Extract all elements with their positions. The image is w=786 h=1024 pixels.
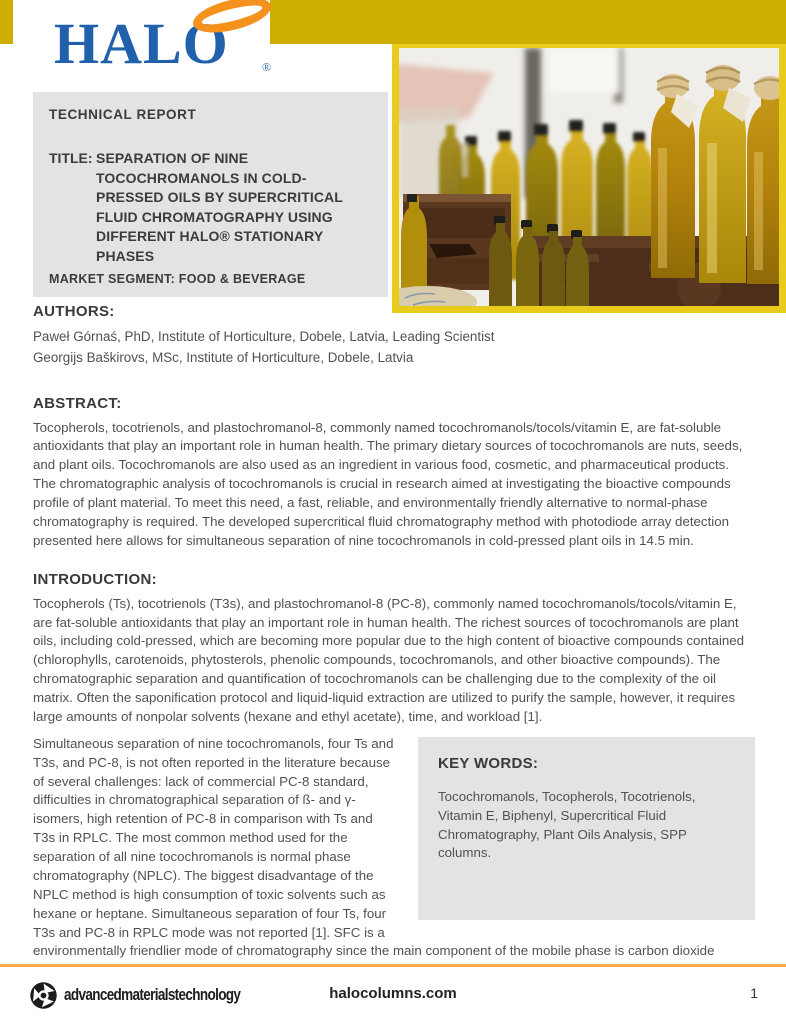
authors-heading: AUTHORS:: [33, 303, 115, 320]
author-entry: Georgijs Baškirovs, MSc, Institute of Horticulture, Dobele, Latvia: [33, 349, 414, 365]
halo-logo-text: HALO: [54, 11, 229, 76]
oil-bottles-photo-frame: [392, 44, 786, 313]
author-entry: Paweł Górnaś, PhD, Institute of Horticulture, Dobele, Latvia, Leading Scientist: [33, 329, 495, 344]
main-content: [33, 303, 755, 989]
registered-trademark-icon: ®: [262, 60, 272, 74]
oil-bottles-photo: [399, 48, 779, 306]
report-type-label: TECHNICAL REPORT: [49, 107, 197, 122]
intro-p2-text: Simultaneous separation of nine tocochromanols, four Ts and T3s, and PC-8, is not often reported in the literature because of several challenges: lack of commercial PC-8 standard, difficulties in chromatographical separation of ß- and γ- isomers, high retention of PC-8 in comparison with Ts and T3s in RPLC. The most common method used for the separation of all nine tocochromanols is normal phase chromatography (NPLC). The biggest disadvantage of the NPLC method is high consumption of toxic solvents such as hexane or heptane. Simultaneous separation of four Ts, four T3s and PC-8 in RPLC mode was not reported [1]. SFC is a environmentally friendlier mode of chromatography since the main component of the mobile phase is carbon dioxide: [33, 735, 715, 959]
introduction-paragraph-1: Tocopherols (Ts), tocotrienols (T3s), and plastochromanol-8 (PC-8), commonly named tocochromanols/tocols/vitamin E, are fat-soluble antioxidants that play an important role in human health. The richest sources of tocochromanols are plant oils, including cold-pressed, which are becoming more popular due to the high content of bioactive compounds contained (chlorophylls, carotenoids, phytosterols, phenolic compounds, tocochromanols, and other bioactive compounds). The chromatographic separation and quantification of tocochromanols can be challenging due to the complexity of the oil matrix. Often the saponification protocol and liquid-liquid extraction are utilized to purify the sample, however, it requires large amounts of nonpolar solvents (hexane and ethyl acetate), time, and workload [1].: [33, 595, 745, 724]
report-title-box: [33, 92, 388, 297]
abstract-section: [33, 395, 755, 551]
report-title: SEPARATION OF NINE TOCOCHROMANOLS IN COLD-PRESSED OILS BY SUPERCRITICAL FLUID CHROMATOGRAPHY USING DIFFERENT HALO® STATIONARY PHASES: [96, 150, 343, 264]
amt-brand-name: advancedmaterialstechnology: [64, 986, 241, 1004]
abstract-body: Tocopherols, tocotrienols, and plastochromanol-8, commonly named tocochromanols/tocols/vitamin E, are fat-soluble antioxidants that play an important role in human health. The primary dietary sources of tocochromanols are nuts, seeds, and plant oils. Tocochromanols are also used as an ingredient in various food, cosmetic, and pharmaceutical products. The chromatographic analysis of tocochromanols is crucial in research aimed at investigating the bioactive compounds profile of plant material. To meet this need, a fast, reliable, and environmentally friendly alternative to normal-phase chromatography is required. The developed supercritical fluid chromatography method with photodiode array detection presented here allows for simultaneous separation of nine tocochromanols in cold-pressed plant oils in 14.5 min.: [33, 419, 743, 548]
page-number: 1: [750, 985, 758, 1001]
authors-section: [33, 303, 755, 369]
website-link[interactable]: halocolumns.com: [329, 985, 457, 1002]
keywords-box: [418, 737, 755, 920]
introduction-heading: INTRODUCTION:: [33, 570, 157, 588]
halo-logo: [54, 4, 284, 88]
gold-accent-square: [0, 0, 13, 44]
keywords-heading: KEY WORDS:: [438, 754, 539, 772]
title-label: TITLE:: [49, 150, 93, 166]
abstract-heading: ABSTRACT:: [33, 394, 122, 412]
footer: [0, 967, 786, 1024]
introduction-section: [33, 571, 755, 981]
market-segment-label: MARKET SEGMENT: FOOD & BEVERAGE: [49, 272, 306, 286]
keywords-body: Tocochromanols, Tocopherols, Tocotrienols, Vitamin E, Biphenyl, Supercritical Fluid Chromatography, Plant Oils Analysis, SPP columns.: [438, 788, 696, 861]
gold-top-band: [270, 0, 786, 44]
